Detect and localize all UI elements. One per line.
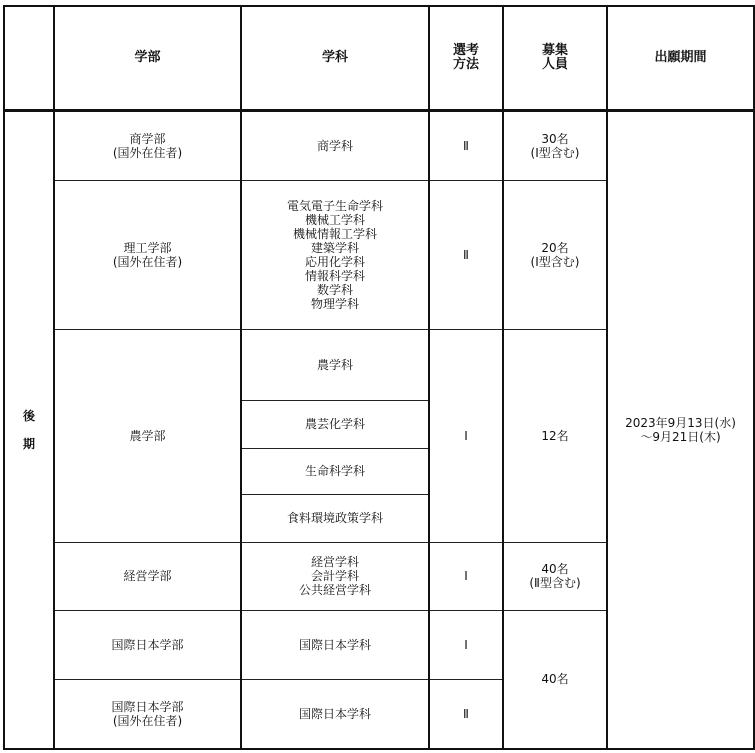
header-department: 学科: [241, 6, 429, 110]
department-cell: 国際日本学科: [241, 610, 429, 679]
method-cell: Ⅱ: [429, 180, 503, 329]
faculty-cell: 国際日本学部: [54, 610, 241, 679]
admission-table: [3, 5, 755, 750]
capacity-cell: 12名: [503, 329, 607, 542]
header-faculty: 学部: [54, 6, 241, 110]
header-blank: [4, 6, 54, 110]
faculty-cell: 農学部: [54, 329, 241, 542]
method-cell: Ⅱ: [429, 110, 503, 180]
method-cell: Ⅰ: [429, 610, 503, 679]
faculty-cell: 経営学部: [54, 542, 241, 610]
department-cell: 商学科: [241, 110, 429, 180]
method-cell: Ⅰ: [429, 329, 503, 542]
department-list: 電気電子生命学科 機械工学科 機械情報工学科 建築学科 応用化学科 情報科学科 数学科 物理学科: [241, 180, 429, 329]
header-row: [4, 6, 754, 110]
header-capacity: 募集 人員: [503, 6, 607, 110]
faculty-cell: 商学部 (国外在住者): [54, 110, 241, 180]
department-cell: 食料環境政策学科: [241, 494, 429, 542]
header-application-period: 出願期間: [607, 6, 754, 110]
capacity-cell: 40名 (Ⅱ型含む): [503, 542, 607, 610]
capacity-cell: 30名 (Ⅰ型含む): [503, 110, 607, 180]
department-list: 経営学科 会計学科 公共経営学科: [241, 542, 429, 610]
capacity-cell: 20名 (Ⅰ型含む): [503, 180, 607, 329]
capacity-cell: 40名: [503, 610, 607, 749]
table-row-commerce: [4, 110, 754, 180]
department-cell: 生命科学科: [241, 448, 429, 494]
department-cell: 農芸化学科: [241, 400, 429, 448]
department-cell: 農学科: [241, 329, 429, 400]
method-cell: Ⅱ: [429, 679, 503, 749]
method-cell: Ⅰ: [429, 542, 503, 610]
faculty-cell: 理工学部 (国外在住者): [54, 180, 241, 329]
faculty-cell: 国際日本学部 (国外在住者): [54, 679, 241, 749]
application-period-cell: 2023年9月13日(水) ～9月21日(木): [607, 110, 754, 749]
department-cell: 国際日本学科: [241, 679, 429, 749]
term-label: 後 期: [4, 110, 54, 749]
header-selection-method: 選考 方法: [429, 6, 503, 110]
